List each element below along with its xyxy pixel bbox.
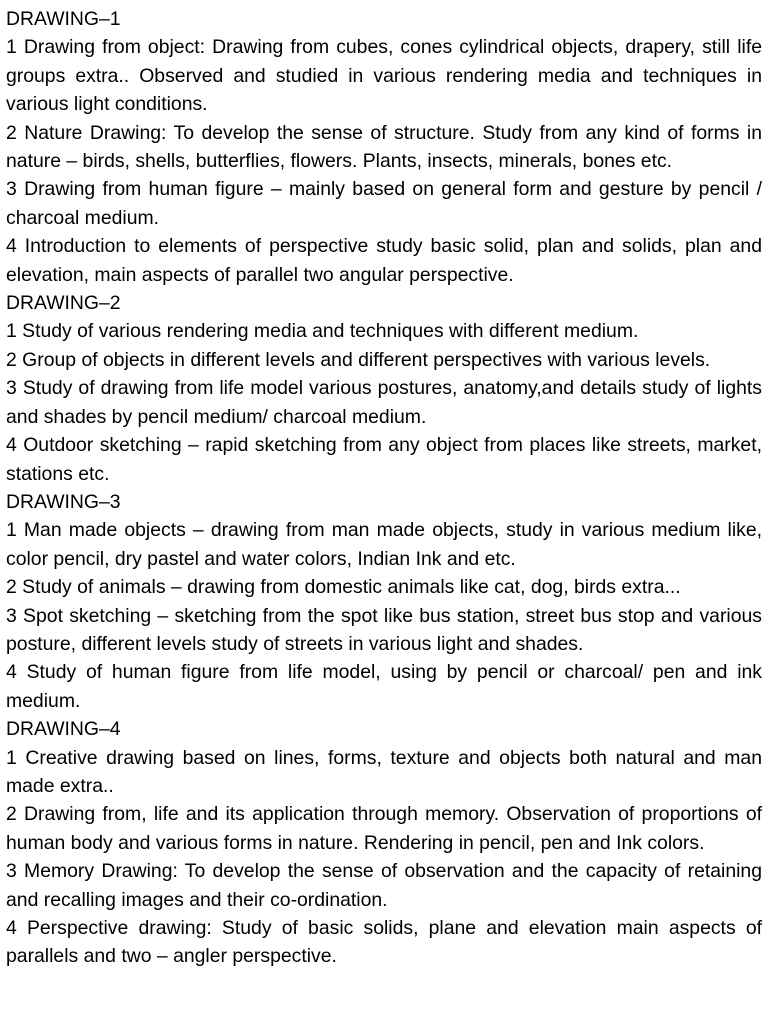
section-title: DRAWING–3 — [6, 490, 121, 513]
list-item: 4 Study of human figure from life model, using by pencil or charcoal/ pen and ink medium. — [6, 661, 762, 712]
list-item: 2 Nature Drawing: To develop the sense of structure. Study from any kind of forms in nature – birds, shells, butterflies, flowers. Plants, insects, minerals, bones etc. — [6, 121, 762, 173]
list-item: 3 Spot sketching – sketching from the spot like bus station, street bus stop and various posture, different levels study of streets in various light and shades. — [6, 604, 762, 655]
section-drawing-3 — [6, 488, 762, 715]
section-drawing-4 — [6, 715, 762, 971]
list-item: 1 Drawing from object: Drawing from cubes, cones cylindrical objects, drapery, still life groups extra.. Observed and studied in various rendering media and techniques in various light conditions. — [6, 36, 762, 116]
list-item: 1 Man made objects – drawing from man made objects, study in various medium like, color pencil, dry pastel and water colors, Indian Ink and etc. — [6, 519, 762, 570]
list-item: 4 Perspective drawing: Study of basic solids, plane and elevation main aspects of parallels and two – angler perspective. — [6, 917, 762, 968]
list-item: 4 Introduction to elements of perspective study basic solid, plan and solids, plan and elevation, main aspects of parallel two angular perspective. — [6, 235, 762, 286]
list-item: 2 Study of animals – drawing from domestic animals like cat, dog, birds extra... — [6, 576, 681, 599]
list-item: 3 Study of drawing from life model various postures, anatomy,and details study of lights and shades by pencil medium/ charcoal medium. — [6, 377, 762, 428]
list-item: 3 Memory Drawing: To develop the sense of observation and the capacity of retaining and recalling images and their co-ordination. — [6, 860, 762, 911]
section-drawing-1 — [6, 5, 762, 289]
list-item: 1 Study of various rendering media and techniques with different medium. — [6, 320, 639, 343]
list-item: 2 Group of objects in different levels and different perspectives with various levels. — [6, 348, 711, 371]
list-item: 4 Outdoor sketching – rapid sketching from any object from places like streets, market, stations etc. — [6, 434, 762, 485]
section-title: DRAWING–1 — [6, 8, 121, 30]
section-title: DRAWING–4 — [6, 718, 121, 741]
list-item: 1 Creative drawing based on lines, forms, texture and objects both natural and man made extra.. — [6, 746, 762, 797]
section-title: DRAWING–2 — [6, 292, 121, 315]
section-drawing-2 — [6, 289, 762, 488]
list-item: 2 Drawing from, life and its application through memory. Observation of proportions of human body and various forms in nature. Rendering in pencil, pen and Ink colors. — [6, 803, 762, 854]
list-item: 3 Drawing from human figure – mainly based on general form and gesture by pencil / charcoal medium. — [6, 178, 762, 229]
